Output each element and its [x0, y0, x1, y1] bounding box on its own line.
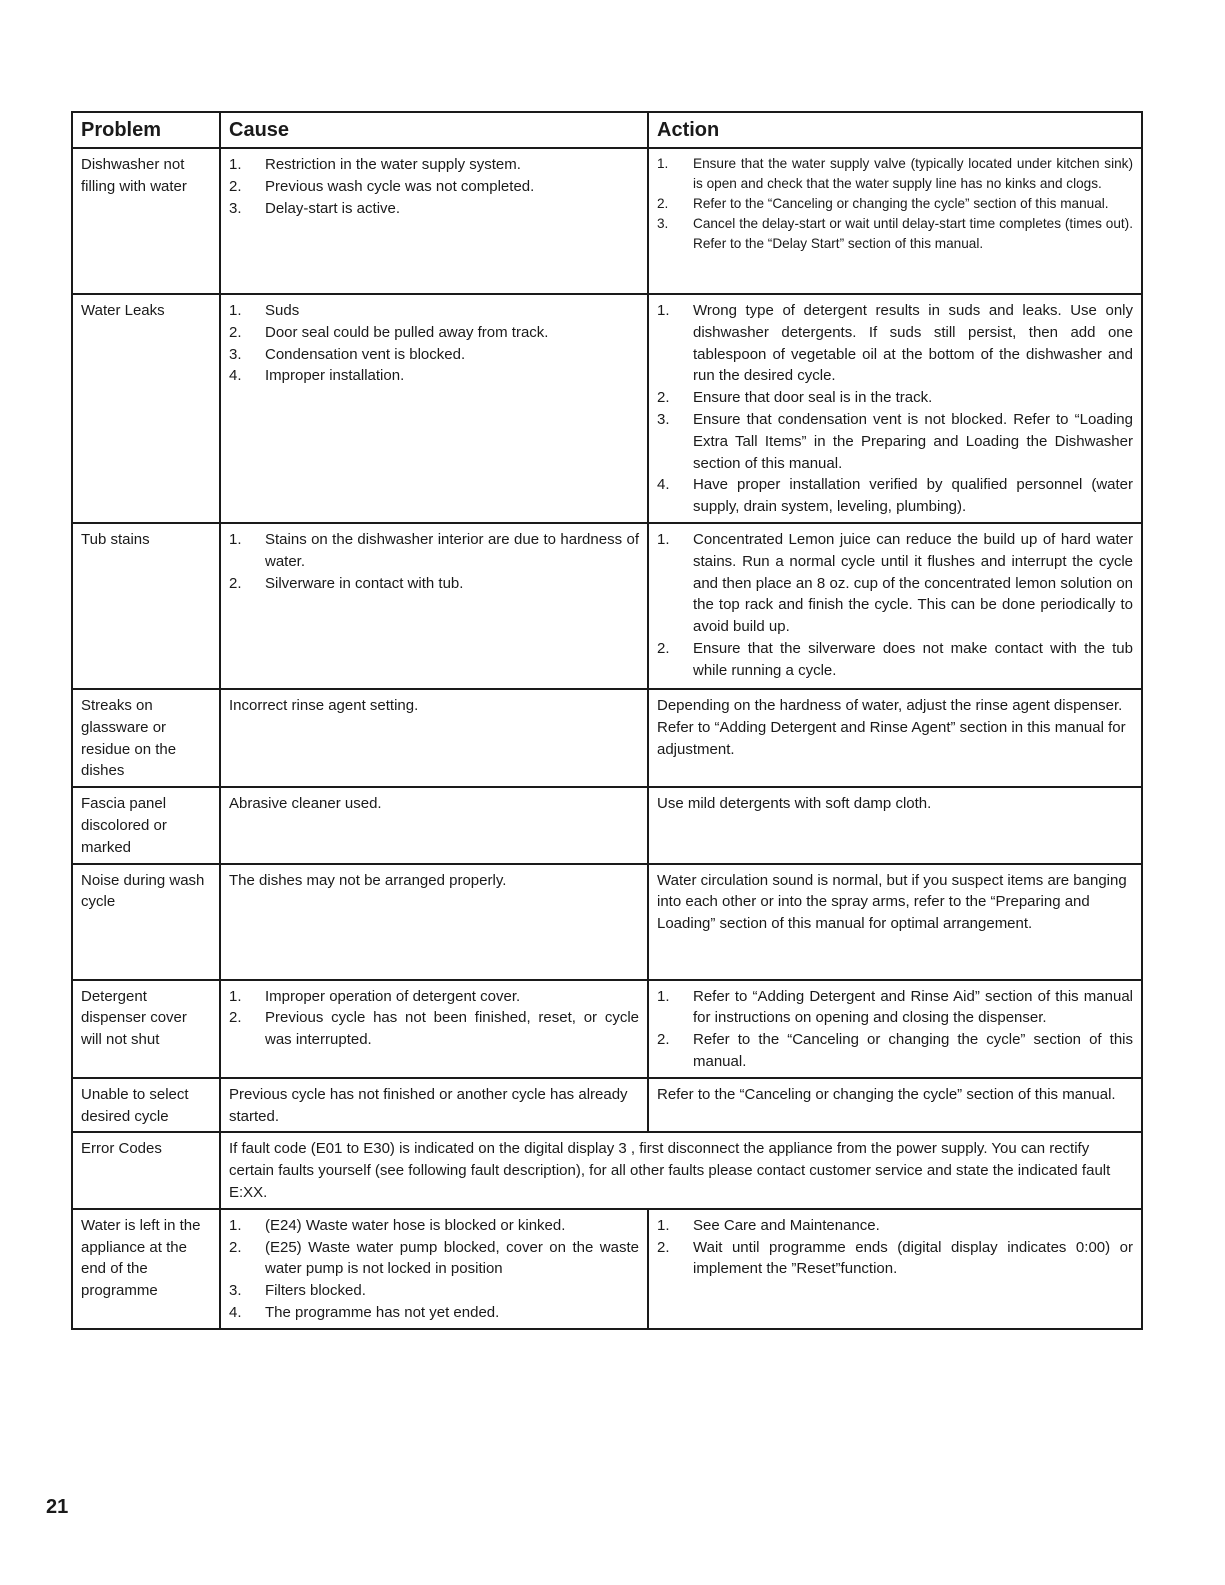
cause-item — [229, 1215, 639, 1237]
action-item — [657, 387, 1133, 409]
item-number: 1. — [229, 302, 242, 319]
action-item-text: Refer to “Adding Detergent and Rinse Aid” section of this manual for instructions on opening and closing the dispenser. — [693, 987, 1133, 1027]
item-number: 2. — [657, 196, 669, 211]
cause-list — [229, 300, 639, 387]
action-cell — [648, 523, 1142, 689]
cause-item — [229, 1302, 639, 1324]
action-item — [657, 194, 1133, 214]
cause-item-text: Improper operation of detergent cover. — [265, 987, 521, 1005]
cause-cell: Incorrect rinse agent setting. — [220, 689, 648, 787]
item-number: 3. — [229, 199, 242, 217]
table-row — [72, 1132, 1142, 1208]
action-item — [657, 1215, 1133, 1237]
item-number: 1. — [657, 530, 670, 548]
error-codes-note: If fault code (E01 to E30) is indicated on the digital display 3 , first disconnect the appliance from the power supply. You can rectify certain faults yourself (see following fault description), for all other faults please contact customer service and state the indicated fault E:XX. — [220, 1132, 1142, 1208]
item-number: 1. — [657, 302, 670, 319]
table-header-row — [72, 112, 1142, 148]
action-item — [657, 300, 1133, 387]
action-item-text: See Care and Maintenance. — [693, 1216, 880, 1234]
item-number: 1. — [229, 1216, 242, 1234]
item-number: 3. — [229, 345, 242, 363]
item-number: 4. — [229, 1303, 242, 1321]
table-row — [72, 864, 1142, 980]
cause-item-text: Condensation vent is blocked. — [265, 345, 466, 363]
item-number: 2. — [229, 1238, 242, 1256]
cause-item-text: (E25) Waste water pump blocked, cover on the waste water pump is not locked in position — [265, 1238, 639, 1278]
item-number: 2. — [657, 389, 670, 407]
action-list — [657, 986, 1133, 1073]
cause-item-text: Restriction in the water supply system. — [265, 156, 521, 173]
cause-cell: Previous cycle has not finished or another cycle has already started. — [220, 1078, 648, 1133]
item-number: 2. — [229, 574, 242, 592]
action-cell: Depending on the hardness of water, adjust the rinse agent dispenser. Refer to “Adding Detergent and Rinse Agent” section in this manual for adjustment. — [648, 689, 1142, 787]
cause-item-text: Stains on the dishwasher interior are due to hardness of water. — [265, 530, 639, 570]
action-item — [657, 986, 1133, 1030]
cause-cell — [220, 1209, 648, 1329]
action-item — [657, 154, 1133, 194]
action-cell: Water circulation sound is normal, but if you suspect items are banging into each other or into the spray arms, refer to the “Preparing and Loading” section of this manual for optimal arrangement. — [648, 864, 1142, 980]
item-number: 2. — [229, 177, 242, 195]
problem-cell: Water is left in the appliance at the end of the programme — [72, 1209, 220, 1329]
cause-item — [229, 322, 639, 344]
cause-item — [229, 300, 639, 322]
problem-cell: Tub stains — [72, 523, 220, 689]
table-row — [72, 148, 1142, 294]
item-number: 2. — [657, 639, 670, 657]
item-number: 1. — [229, 987, 242, 1005]
action-item-text: Refer to the “Canceling or changing the cycle” section of this manual. — [693, 1031, 1133, 1070]
item-number: 1. — [657, 1216, 670, 1234]
action-cell — [648, 980, 1142, 1078]
action-item-text: Refer to the “Canceling or changing the cycle” section of this manual. — [693, 196, 1109, 211]
problem-cell: Water Leaks — [72, 294, 220, 523]
problem-header: Problem — [72, 112, 220, 148]
cause-item — [229, 986, 639, 1008]
table-row — [72, 980, 1142, 1078]
problem-cell: Streaks on glassware or residue on the dishes — [72, 689, 220, 787]
problem-cell: Noise during wash cycle — [72, 864, 220, 980]
cause-item — [229, 1280, 639, 1302]
cause-item — [229, 344, 639, 366]
action-list — [657, 300, 1133, 518]
action-item-text: Ensure that condensation vent is not blocked. Refer to “Loading Extra Tall Items” in the Preparing and Loading the Dishwasher section of this manual. — [693, 410, 1133, 472]
action-item — [657, 638, 1133, 682]
cause-item — [229, 365, 639, 387]
item-number: 3. — [657, 410, 670, 428]
cause-item — [229, 1237, 639, 1281]
cause-cell: Abrasive cleaner used. — [220, 787, 648, 863]
item-number: 4. — [229, 367, 242, 385]
item-number: 4. — [657, 476, 670, 494]
action-item-text: Ensure that the silverware does not make contact with the tub while running a cycle. — [693, 639, 1133, 679]
action-cell — [648, 148, 1142, 294]
item-number: 2. — [657, 1238, 670, 1256]
problem-cell: Detergent dispenser cover will not shut — [72, 980, 220, 1078]
action-cell: Use mild detergents with soft damp cloth. — [648, 787, 1142, 863]
table-row — [72, 523, 1142, 689]
action-item — [657, 529, 1133, 638]
action-item — [657, 1029, 1133, 1073]
cause-item — [229, 198, 639, 220]
item-number: 1. — [229, 156, 242, 173]
cause-item — [229, 1007, 639, 1051]
cause-cell: The dishes may not be arranged properly. — [220, 864, 648, 980]
action-item-text: Ensure that door seal is in the track. — [693, 389, 933, 407]
cause-cell — [220, 980, 648, 1078]
cause-item-text: Delay-start is active. — [265, 199, 401, 217]
problem-cell: Fascia panel discolored or marked — [72, 787, 220, 863]
cause-item-text: (E24) Waste water hose is blocked or kinked. — [265, 1216, 566, 1234]
cause-header: Cause — [220, 112, 648, 148]
cause-item — [229, 176, 639, 198]
action-item-text: Ensure that the water supply valve (typically located under kitchen sink) is open and check that the water supply line has no kinks and clogs. — [693, 156, 1133, 191]
item-number: 3. — [657, 216, 669, 231]
cause-list — [229, 986, 639, 1051]
action-item — [657, 1237, 1133, 1281]
item-number: 1. — [657, 156, 669, 171]
problem-cell: Error Codes — [72, 1132, 220, 1208]
cause-item-text: Silverware in contact with tub. — [265, 574, 464, 592]
cause-list — [229, 1215, 639, 1324]
cause-cell — [220, 523, 648, 689]
action-item-text: Concentrated Lemon juice can reduce the build up of hard water stains. Run a normal cycle until it flushes and interrupt the cycle and then place an 8 oz. cup of the concentrated lemon solution on the top rack and finish the cycle. This can be done periodically to avoid build up. — [693, 530, 1133, 636]
action-cell — [648, 294, 1142, 523]
table-row — [72, 787, 1142, 863]
cause-item-text: Suds — [265, 302, 300, 319]
item-number: 3. — [229, 1282, 242, 1300]
table-row — [72, 1209, 1142, 1329]
cause-item-text: The programme has not yet ended. — [265, 1303, 500, 1321]
action-item — [657, 474, 1133, 518]
problem-cell: Dishwasher not filling with water — [72, 148, 220, 294]
action-item-text: Wait until programme ends (digital display indicates 0:00) or implement the ”Reset”function. — [693, 1238, 1133, 1278]
cause-item — [229, 154, 639, 176]
action-list — [657, 529, 1133, 682]
action-cell — [648, 1209, 1142, 1329]
cause-cell — [220, 294, 648, 523]
cause-item-text: Improper installation. — [265, 367, 405, 385]
item-number: 1. — [229, 530, 242, 548]
action-header: Action — [648, 112, 1142, 148]
cause-cell — [220, 148, 648, 294]
item-number: 2. — [229, 1009, 242, 1027]
action-list — [657, 1215, 1133, 1280]
action-item-text: Have proper installation verified by qualified personnel (water supply, drain system, leveling, plumbing). — [693, 476, 1133, 516]
item-number: 1. — [657, 987, 670, 1005]
action-cell: Refer to the “Canceling or changing the cycle” section of this manual. — [648, 1078, 1142, 1133]
problem-cell: Unable to select desired cycle — [72, 1078, 220, 1133]
action-list — [657, 154, 1133, 254]
cause-list — [229, 154, 639, 219]
table-row — [72, 1078, 1142, 1133]
cause-list — [229, 529, 639, 594]
cause-item-text: Filters blocked. — [265, 1282, 366, 1300]
table-row — [72, 294, 1142, 523]
cause-item — [229, 573, 639, 595]
page-number: 21 — [46, 1496, 69, 1518]
item-number: 2. — [229, 323, 242, 341]
action-item-text: Cancel the delay-start or wait until delay-start time completes (times out). Refer to the “Delay Start” section of this manual. — [693, 216, 1133, 251]
cause-item — [229, 529, 639, 573]
action-item-text: Wrong type of detergent results in suds and leaks. Use only dishwasher detergents. If suds still persist, then add one tablespoon of vegetable oil at the bottom of the dishwasher and run the desired cycle. — [693, 302, 1133, 385]
troubleshooting-table — [71, 111, 1143, 1330]
action-item — [657, 409, 1133, 474]
cause-item-text: Door seal could be pulled away from track. — [265, 323, 549, 341]
item-number: 2. — [657, 1031, 670, 1049]
action-item — [657, 214, 1133, 254]
cause-item-text: Previous wash cycle was not completed. — [265, 177, 535, 195]
table-row — [72, 689, 1142, 787]
cause-item-text: Previous cycle has not been finished, reset, or cycle was interrupted. — [265, 1009, 639, 1049]
